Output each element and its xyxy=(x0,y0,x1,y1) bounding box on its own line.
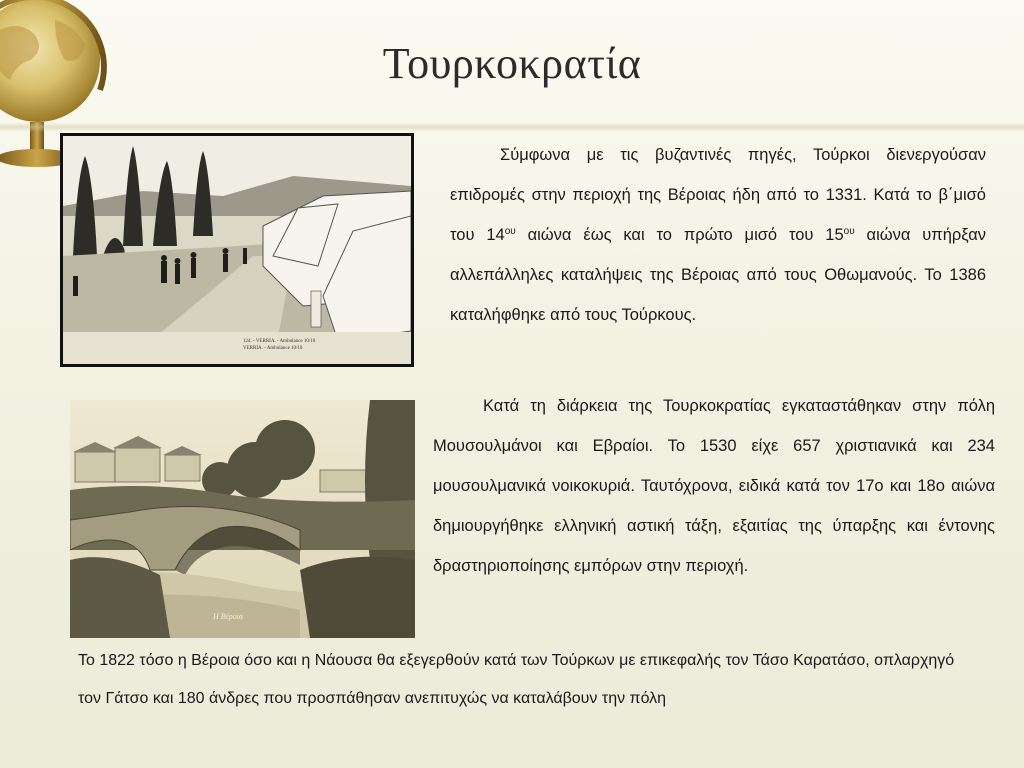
page-title: Τουρκοκρατία xyxy=(382,39,642,88)
title-divider xyxy=(0,122,1024,132)
photo-tents xyxy=(60,133,414,367)
paragraph-3: Το 1822 τόσο η Βέροια όσο και η Νάουσα θα εξεγερθούν κατά των Τούρκων με επικεφαλής τον Τάσο Καρατάσο, οπλαρχηγό τον Γάτσο και 180 άνδρες που προσπάθησαν ανεπιτυχώς να καταλάβουν την πόλη xyxy=(78,652,955,707)
paragraph-1: Σύμφωνα με τις βυζαντινές πηγές, Τούρκοι διενεργούσαν επιδρομές στην περιοχή της Βέροιας ήδη από το 1331. Κατά το β΄μισό του $14^{o\upsilon}$ αιώνα έως και το πρώτο μισό του $15^{o\upsilon}$ αιώνα υπήρξαν αλλεπάλληλες καταλήψεις της Βέροιας από τους Οθωμανούς. Το 1386 καταλήφθηκε από τους Τούρκους. xyxy=(450,146,986,324)
photo-bridge xyxy=(70,400,415,638)
paragraph-2: Κατά τη διάρκεια της Τουρκοκρατίας εγκαταστάθηκαν στην πόλη Μουσουλμάνοι και Εβραίοι. Το 1530 είχε 657 χριστιανικά και 234 μουσουλμανικά νοικοκυριά. Ταυτόχρονα, ειδικά κατά τον 17ο και 18ο αιώνα δημιουργήθηκε ελληνική αστική τάξη, εξαιτίας της ύπαρξης και έντονης δραστηριοποίησης εμπόρων στην περιοχή. xyxy=(433,397,995,575)
photo-bridge-caption: Η Βέροια xyxy=(213,612,244,621)
photo-tents-caption: 124. - VERRIA. - Ambulance 10/10 VERRIA. - Ambulance 10/10 xyxy=(243,339,316,351)
